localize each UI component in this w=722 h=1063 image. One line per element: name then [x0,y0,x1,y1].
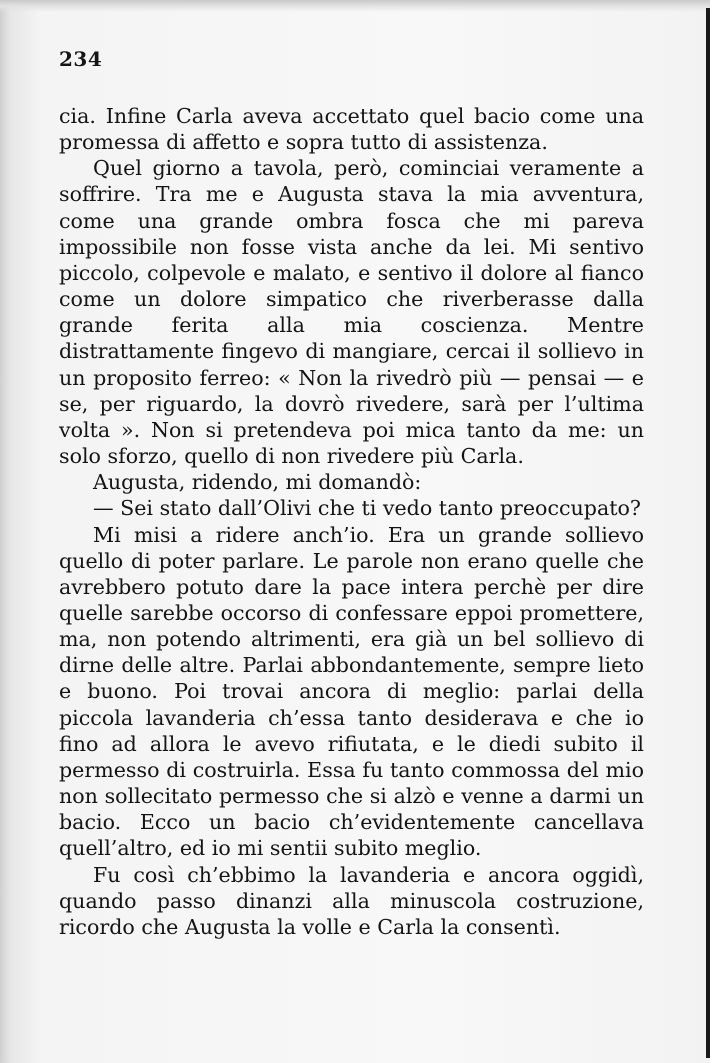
body-text [59,103,644,940]
paragraph-3: Augusta, ridendo, mi domandò: [93,470,422,495]
paragraph-1: cia. Infine Carla aveva accettato quel bacio come una promessa di affetto e sopra tutto di assistenza. [59,104,644,155]
paragraph-2: Quel giorno a tavola, però, cominciai veramente a soffrire. Tra me e Augusta stava la mia avventura, come una grande ombra fosca che mi pareva impossibile non fosse vista anche da lei. Mi sentivo piccolo, colpevole e malato, e sentivo il dolore al fianco come un dolore simpatico che riverberasse dalla grande ferita alla mia coscienza. Mentre distrattamente fingevo di mangiare, cercai il sollievo in un proposito ferreo: « Non la rivedrò più — pensai — e se, per riguardo, la dovrò rivedere, sarà per l’ultima volta ». Non si pretendeva poi mica tanto da me: un solo sforzo, quello di non rivedere più Carla. [59,156,644,469]
page-number: 234 [59,47,103,71]
scan-right-margin [710,0,722,1063]
page-top-shadow [0,0,722,12]
paragraph-6: Fu così ch’ebbimo la lavanderia e ancora oggidì, quando passo dinanzi alla minuscola costruzione, ricordo che Augusta la volle e Carla la consentì. [59,862,644,939]
page-edge-rule [706,8,710,1058]
paragraph-4-dialogue: — Sei stato dall’Olivi che ti vedo tanto preoccupato? [93,496,641,521]
paragraph-5: Mi misi a ridere anch’io. Era un grande sollievo quello di poter parlare. Le parole non erano quelle che avrebbero potuto dare la pace intera perchè per dire quelle sarebbe occorso di confessare eppoi promettere, ma, non potendo altrimenti, era già un bel sollievo di dirne delle altre. Parlai abbondantemente, sempre lieto e buono. Poi trovai ancora di meglio: parlai della piccola lavanderia ch’essa tanto desiderava e che io fino ad allora le avevo rifiutata, e le diedi subito il permesso di costruirla. Essa fu tanto commossa del mio non sollecitato permesso che si alzò e venne a darmi un bacio. Ecco un bacio ch’evidentemente cancellava quell’altro, ed io mi sentii subito meglio. [59,522,644,861]
